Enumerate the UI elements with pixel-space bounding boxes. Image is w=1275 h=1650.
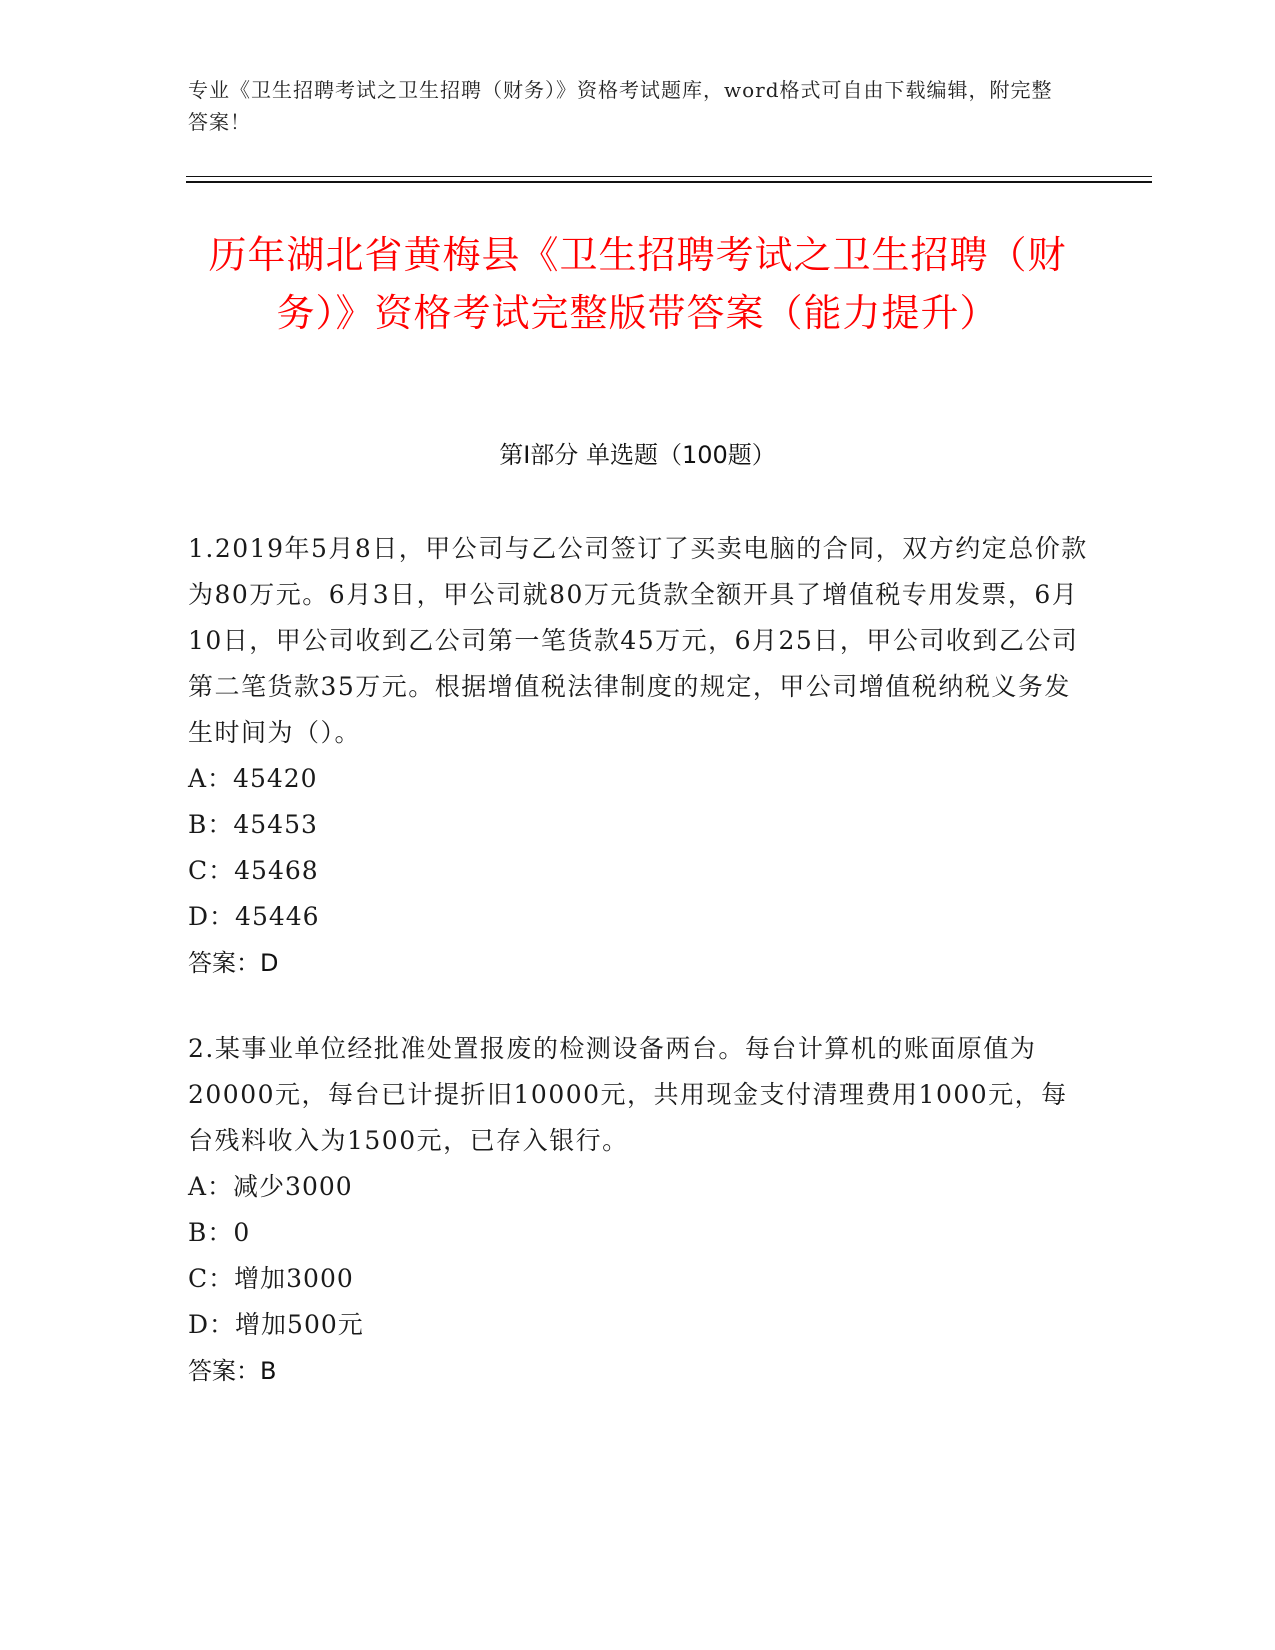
question-1: [188, 526, 1088, 986]
option-b: B：45453: [188, 810, 318, 839]
header-divider-thin: [186, 176, 1152, 177]
option-b: B：0: [188, 1218, 251, 1247]
answer: 答案：B: [188, 1357, 277, 1385]
question-2: [188, 1026, 1088, 1394]
question-stem: 1.2019年5月8日，甲公司与乙公司签订了买卖电脑的合同，双方约定总价款为80万元。6月3日，甲公司就80万元货款全额开具了增值税专用发票，6月10日，甲公司收到乙公司第一笔货款45万元，6月25日，甲公司收到乙公司第二笔货款35万元。根据增值税法律制度的规定，甲公司增值税纳税义务发生时间为（）。: [188, 534, 1088, 747]
question-stem: 2.某事业单位经批准处置报废的检测设备两台。每台计算机的账面原值为20000元，每台已计提折旧10000元，共用现金支付清理费用1000元，每台残料收入为1500元，已存入银行。: [188, 1034, 1068, 1155]
section-title: 第I部分 单选题（100题）: [499, 441, 776, 469]
option-a: A：减少3000: [188, 1172, 353, 1201]
header-note: 专业《卫生招聘考试之卫生招聘（财务）》资格考试题库，word格式可自由下载编辑，附完整答案！: [188, 78, 1053, 134]
option-c: C：45468: [188, 856, 319, 885]
option-a: A：45420: [188, 764, 318, 793]
document-title: 历年湖北省黄梅县《卫生招聘考试之卫生招聘（财务）》资格考试完整版带答案（能力提升）: [208, 233, 1067, 335]
answer: 答案：D: [188, 949, 279, 977]
option-c: C：增加3000: [188, 1264, 354, 1293]
option-d: D：45446: [188, 902, 320, 931]
option-d: D：增加500元: [188, 1310, 364, 1339]
header-divider-thick: [186, 181, 1152, 183]
